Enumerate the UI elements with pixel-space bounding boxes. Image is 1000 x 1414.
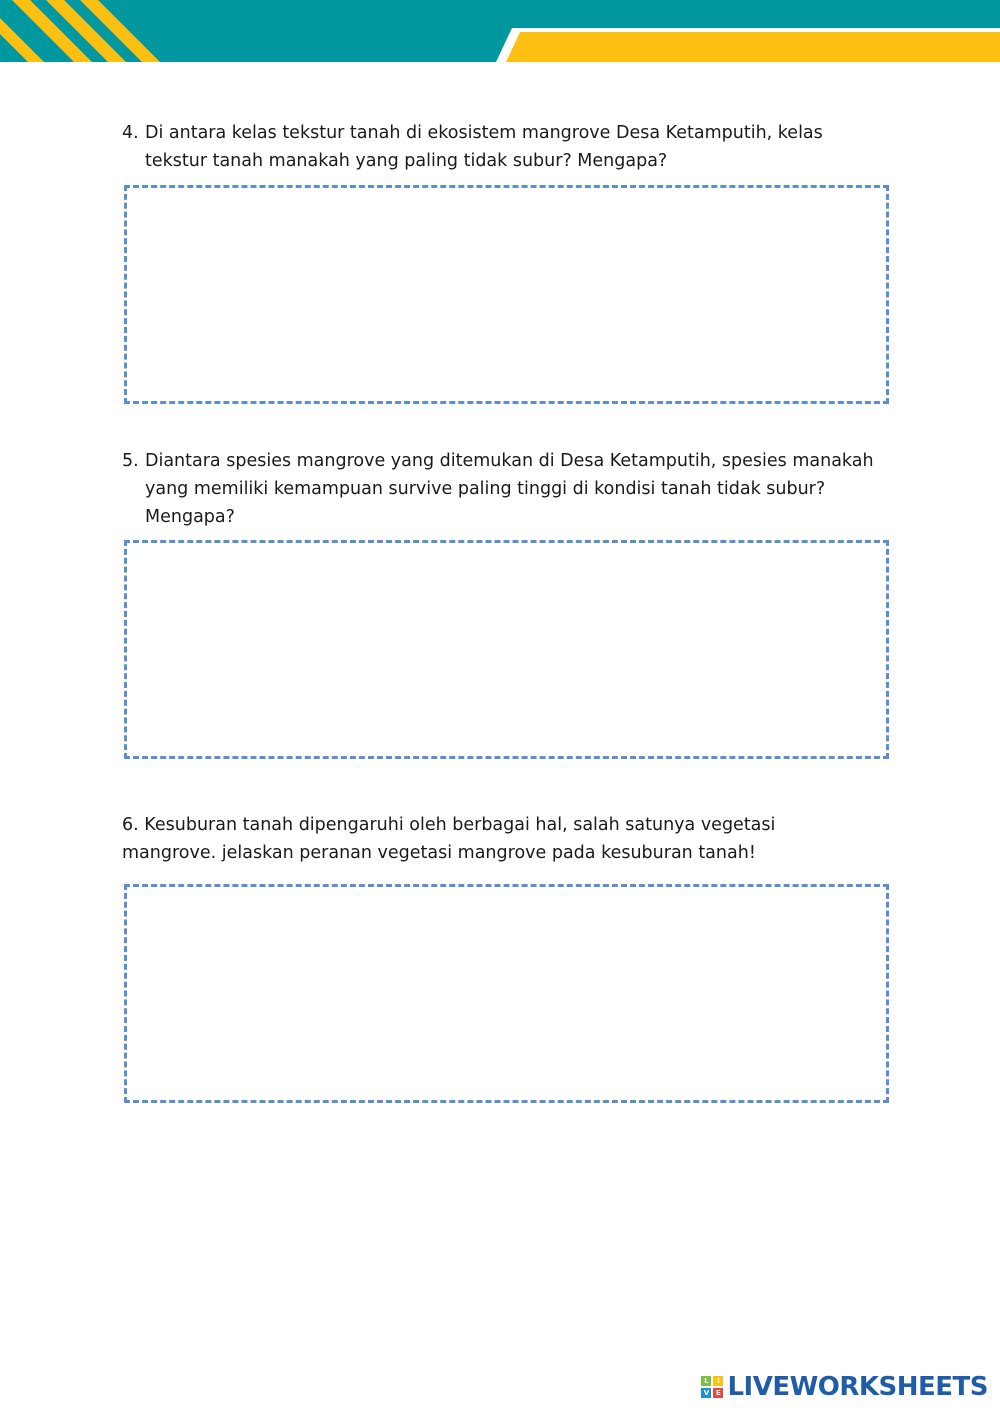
answer-input-6[interactable]: [127, 887, 886, 1100]
question-6-text: Kesuburan tanah dipengaruhi oleh berbagai hal, salah satunya vegetasi mangrove. jelaskan peranan vegetasi mangrove pada kesuburan tanah!: [122, 815, 776, 863]
answer-input-5[interactable]: [127, 543, 886, 756]
question-6: [122, 811, 822, 867]
question-6-number: 6.: [122, 815, 139, 835]
answer-box-6[interactable]: [124, 884, 889, 1103]
question-4-text: Di antara kelas tekstur tanah di ekosistem mangrove Desa Ketamputih, kelas tekstur tanah manakah yang paling tidak subur? Mengapa?: [145, 123, 823, 171]
liveworksheets-logo-icon: L I V E: [701, 1376, 723, 1398]
question-4-number: 4.: [122, 123, 139, 143]
answer-box-4[interactable]: [124, 185, 889, 404]
answer-box-5[interactable]: [124, 540, 889, 759]
question-5-text: Diantara spesies mangrove yang ditemukan di Desa Ketamputih, spesies manakah yang memiliki kemampuan survive paling tinggi di kondisi tanah tidak subur? Mengapa?: [145, 451, 874, 527]
liveworksheets-logo[interactable]: [701, 1372, 988, 1402]
header-banner: [0, 0, 1000, 66]
logo-text: LIVEWORKSHEETS: [727, 1372, 988, 1402]
answer-input-4[interactable]: [127, 188, 886, 401]
question-5: [122, 447, 882, 531]
question-5-number: 5.: [122, 451, 139, 471]
header-stripes-graphic: [0, 0, 1000, 66]
question-4: [122, 119, 882, 175]
